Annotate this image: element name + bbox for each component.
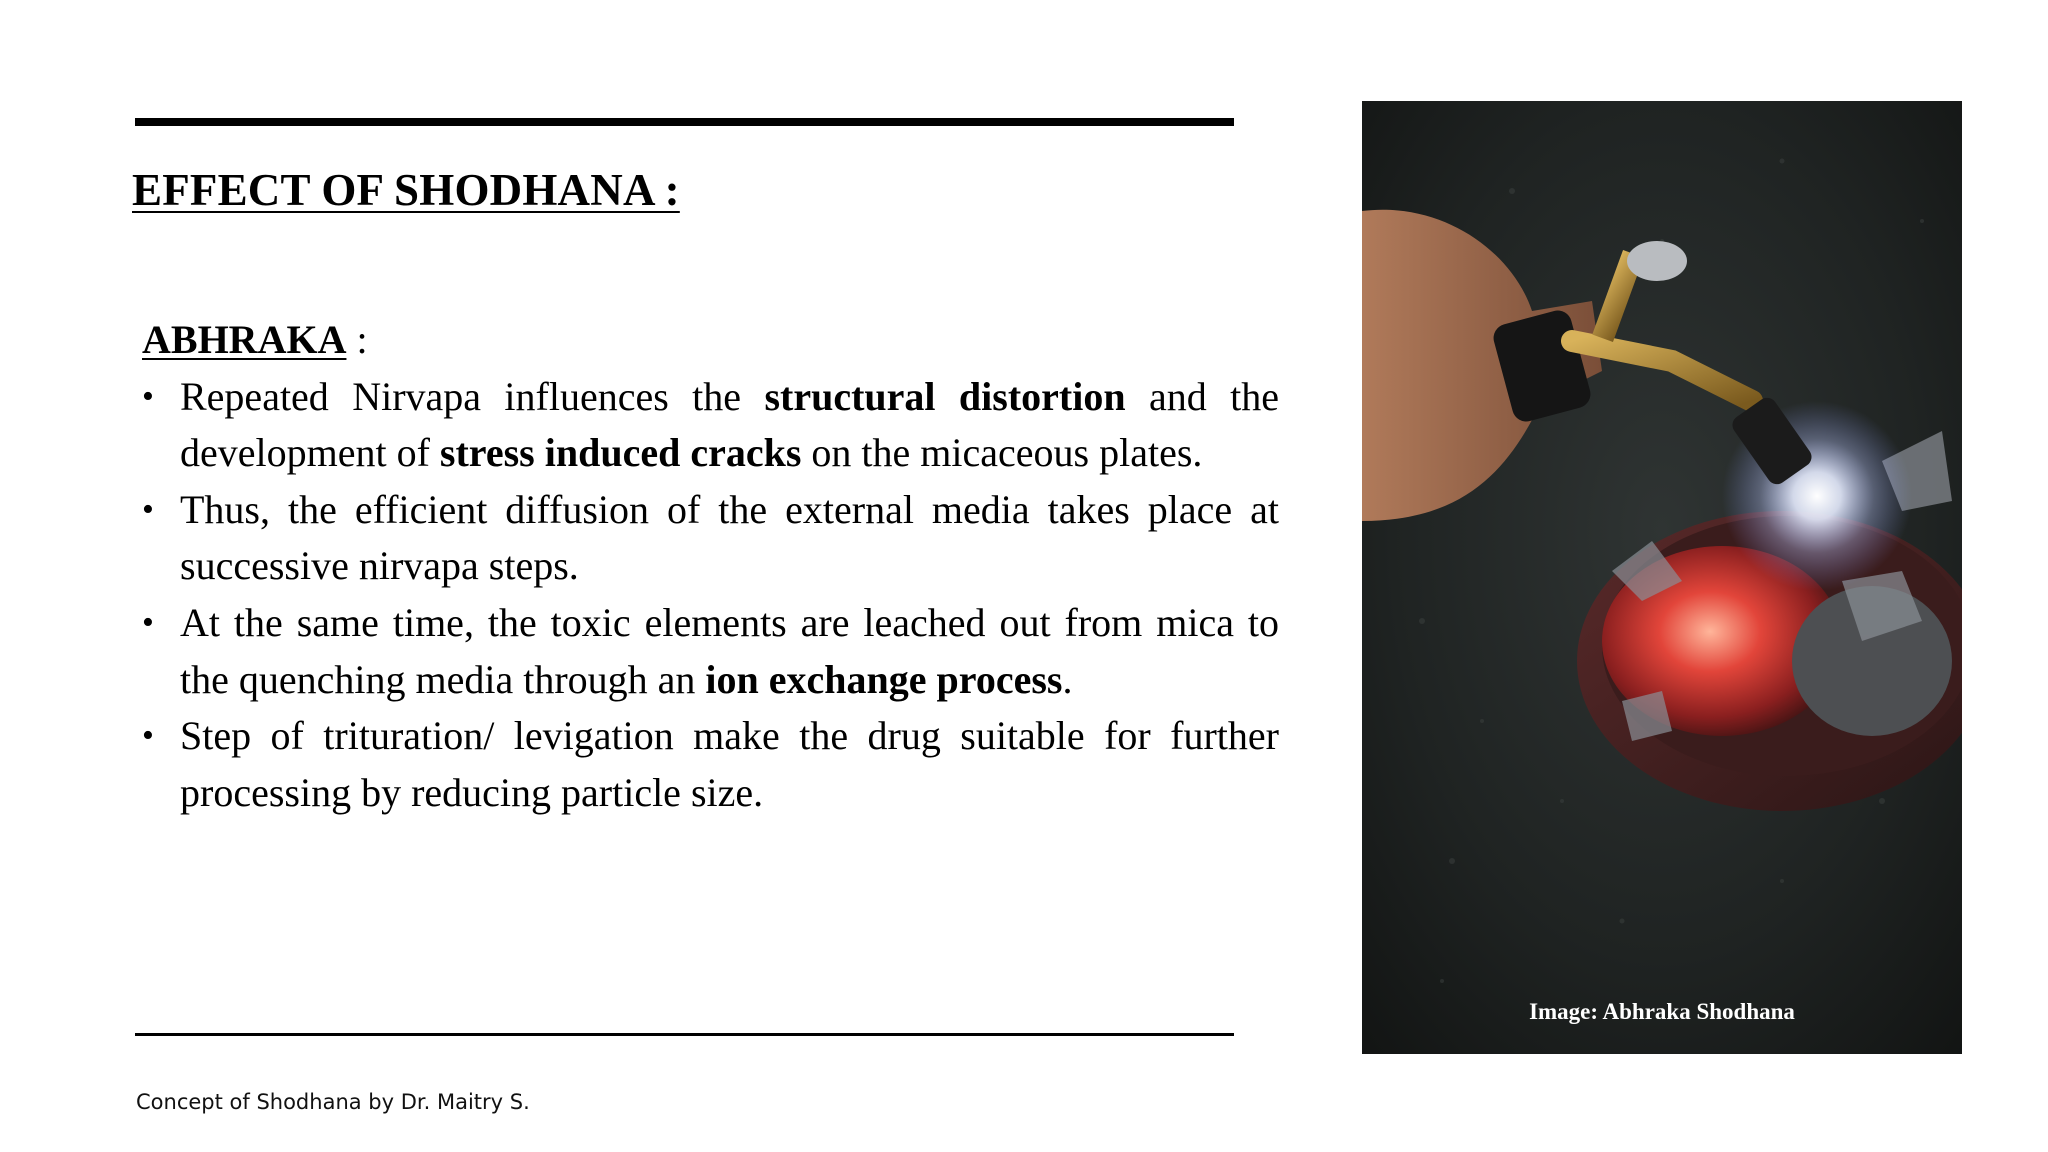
bullet-item: [142, 482, 1279, 595]
bottom-divider: [135, 1033, 1234, 1036]
top-divider: [135, 118, 1234, 126]
subheading-suffix: :: [346, 317, 368, 362]
bullet-item: [142, 369, 1279, 482]
bullet-emphasis: structural distortion: [764, 373, 1126, 419]
bullet-item: [142, 595, 1279, 708]
bullet-text: on the micaceous plates.: [801, 430, 1203, 476]
image-caption: Image: Abhraka Shodhana: [1529, 999, 1795, 1024]
bullet-dot: •: [142, 490, 154, 528]
bullet-emphasis: stress induced cracks: [439, 430, 802, 476]
bullet-dot: •: [142, 717, 154, 755]
bullet-emphasis: ion exchange process: [705, 656, 1063, 702]
shodhana-photo: [1362, 101, 1962, 1054]
bullet-text: Step of trituration/ levigation make the drug suitable for further processing by reducing particle size.: [180, 713, 1279, 815]
bullet-dot: •: [142, 603, 154, 641]
photo-illustration: [1362, 101, 1962, 1054]
bullet-text: At the same time, the toxic elements are leached out from mica to the quenching media through an: [180, 599, 1279, 702]
subheading-title: ABHRAKA: [142, 317, 347, 362]
footer-text: Concept of Shodhana by Dr. Maitry S.: [136, 1090, 530, 1114]
bullet-list: [142, 369, 1279, 822]
bullet-dot: •: [142, 377, 154, 415]
bullet-text: and the development of: [180, 373, 1279, 476]
bullet-text: Repeated Nirvapa influences the: [180, 373, 765, 419]
bullet-item: [142, 708, 1279, 821]
content-block: [142, 312, 1279, 821]
bullet-text: Thus, the efficient diffusion of the external media takes place at successive nirvapa steps.: [180, 486, 1279, 589]
subheading: [142, 312, 1279, 369]
bullet-text: .: [1062, 656, 1073, 702]
slide-title: EFFECT OF SHODHANA :: [132, 165, 680, 215]
